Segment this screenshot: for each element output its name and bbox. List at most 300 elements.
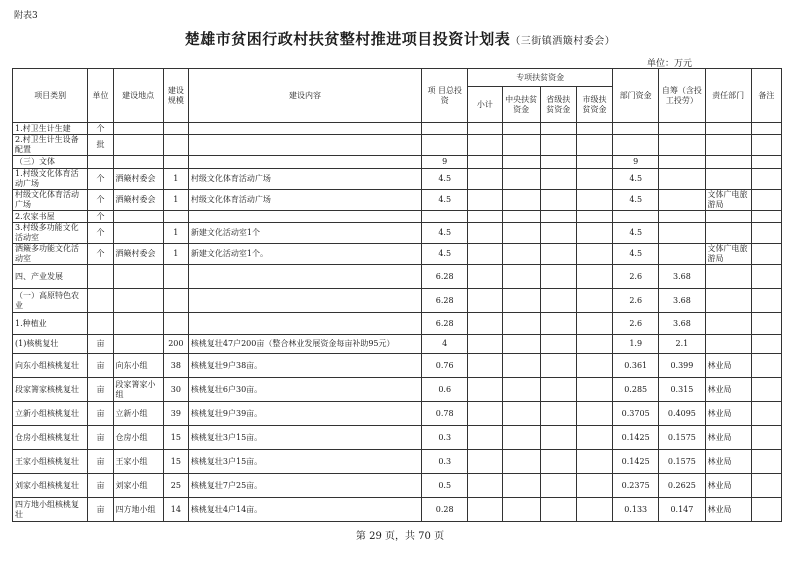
cell-category: 洒簸多功能文化活动室: [13, 244, 88, 265]
table-row: [13, 223, 782, 244]
cell-unit: [88, 156, 113, 169]
cell-subtotal: [468, 354, 502, 378]
table-row: [13, 402, 782, 426]
cell-self: 3.68: [659, 265, 705, 289]
cell-remark: [751, 244, 781, 265]
cell-remark: [751, 135, 781, 156]
cell-provincial: [540, 190, 576, 211]
cell-dept: 0.361: [613, 354, 659, 378]
cell-municipal: [576, 402, 612, 426]
cell-scale: [163, 135, 188, 156]
cell-municipal: [576, 244, 612, 265]
cell-self: [659, 123, 705, 135]
cell-municipal: [576, 450, 612, 474]
cell-central: [502, 450, 540, 474]
cell-central: [502, 289, 540, 313]
cell-category: （三）文体: [13, 156, 88, 169]
cell-responsible: 林业局: [705, 474, 751, 498]
cell-content: 核桃复壮9户38亩。: [188, 354, 421, 378]
cell-content: 村级文化体育活动广场: [188, 169, 421, 190]
cell-municipal: [576, 289, 612, 313]
cell-dept: 1.9: [613, 335, 659, 354]
cell-provincial: [540, 289, 576, 313]
cell-subtotal: [468, 265, 502, 289]
cell-unit: 亩: [88, 426, 113, 450]
cell-location: 洒簸村委会: [113, 244, 163, 265]
cell-scale: 1: [163, 244, 188, 265]
cell-self: [659, 190, 705, 211]
annex-label: 附表3: [14, 11, 38, 21]
cell-unit: 个: [88, 223, 113, 244]
cell-total: 9: [422, 156, 468, 169]
cell-total: 6.28: [422, 313, 468, 335]
cell-responsible: 文体广电旅游局: [705, 190, 751, 211]
cell-scale: 200: [163, 335, 188, 354]
cell-unit: 亩: [88, 450, 113, 474]
cell-category: 四方地小组核桃复壮: [13, 498, 88, 522]
header-provincial: 省级扶贫资金: [540, 87, 576, 123]
cell-total: 0.3: [422, 426, 468, 450]
header-central: 中央扶贫资金: [502, 87, 540, 123]
cell-municipal: [576, 335, 612, 354]
header-dept: 部门资金: [613, 69, 659, 123]
cell-municipal: [576, 378, 612, 402]
table-row: [13, 244, 782, 265]
page-title: [0, 28, 800, 49]
investment-plan-table: [12, 68, 782, 522]
cell-category: 3.村级多功能文化活动室: [13, 223, 88, 244]
cell-content: [188, 156, 421, 169]
table-body: [13, 123, 782, 522]
cell-total: 4.5: [422, 223, 468, 244]
table-row: [13, 289, 782, 313]
cell-content: [188, 123, 421, 135]
cell-location: [113, 289, 163, 313]
cell-self: 3.68: [659, 289, 705, 313]
cell-responsible: 林业局: [705, 354, 751, 378]
cell-scale: 39: [163, 402, 188, 426]
cell-total: 4.5: [422, 169, 468, 190]
cell-content: [188, 289, 421, 313]
cell-central: [502, 378, 540, 402]
cell-subtotal: [468, 190, 502, 211]
cell-dept: [613, 135, 659, 156]
cell-subtotal: [468, 244, 502, 265]
cell-location: [113, 223, 163, 244]
cell-dept: 0.1425: [613, 426, 659, 450]
table-row: [13, 354, 782, 378]
cell-self: 0.2625: [659, 474, 705, 498]
cell-provincial: [540, 474, 576, 498]
cell-central: [502, 223, 540, 244]
table-row: [13, 335, 782, 354]
cell-dept: 0.2375: [613, 474, 659, 498]
cell-location: [113, 123, 163, 135]
cell-category: (1)核桃复壮: [13, 335, 88, 354]
cell-location: 四方地小组: [113, 498, 163, 522]
cell-subtotal: [468, 313, 502, 335]
table-row: [13, 450, 782, 474]
cell-self: [659, 156, 705, 169]
cell-unit: 个: [88, 211, 113, 223]
cell-dept: [613, 123, 659, 135]
header-scale: 建设规模: [163, 69, 188, 123]
cell-provincial: [540, 402, 576, 426]
header-self: 自筹（含投工投劳）: [659, 69, 705, 123]
cell-content: 核桃复壮7户25亩。: [188, 474, 421, 498]
cell-self: [659, 169, 705, 190]
cell-total: 0.76: [422, 354, 468, 378]
cell-unit: [88, 313, 113, 335]
table-row: [13, 313, 782, 335]
cell-dept: 4.5: [613, 244, 659, 265]
cell-scale: 1: [163, 223, 188, 244]
header-location: 建设地点: [113, 69, 163, 123]
cell-total: 0.5: [422, 474, 468, 498]
cell-category: 向东小组核桃复壮: [13, 354, 88, 378]
cell-dept: 0.3705: [613, 402, 659, 426]
cell-subtotal: [468, 498, 502, 522]
cell-dept: 0.1425: [613, 450, 659, 474]
cell-provincial: [540, 169, 576, 190]
cell-remark: [751, 156, 781, 169]
cell-total: 0.78: [422, 402, 468, 426]
cell-provincial: [540, 135, 576, 156]
cell-scale: 1: [163, 169, 188, 190]
table-row: [13, 498, 782, 522]
cell-unit: [88, 289, 113, 313]
cell-self: [659, 135, 705, 156]
cell-content: 核桃复壮4户14亩。: [188, 498, 421, 522]
cell-content: 村级文化体育活动广场: [188, 190, 421, 211]
cell-municipal: [576, 354, 612, 378]
cell-total: 4.5: [422, 190, 468, 211]
cell-category: 仓房小组核桃复壮: [13, 426, 88, 450]
header-municipal: 市级扶贫资金: [576, 87, 612, 123]
cell-self: [659, 211, 705, 223]
cell-subtotal: [468, 223, 502, 244]
cell-unit: 亩: [88, 498, 113, 522]
table-row: [13, 265, 782, 289]
cell-subtotal: [468, 335, 502, 354]
cell-self: [659, 223, 705, 244]
header-remark: 备注: [751, 69, 781, 123]
header-special-fund: 专项扶贫资金: [468, 69, 613, 87]
cell-scale: 30: [163, 378, 188, 402]
cell-category: 2.农家书屋: [13, 211, 88, 223]
cell-dept: [613, 211, 659, 223]
header-responsible: 责任部门: [705, 69, 751, 123]
cell-location: 立新小组: [113, 402, 163, 426]
cell-municipal: [576, 265, 612, 289]
cell-municipal: [576, 190, 612, 211]
cell-content: [188, 313, 421, 335]
cell-provincial: [540, 354, 576, 378]
cell-subtotal: [468, 169, 502, 190]
cell-municipal: [576, 156, 612, 169]
cell-provincial: [540, 426, 576, 450]
cell-dept: 4.5: [613, 223, 659, 244]
cell-remark: [751, 211, 781, 223]
cell-central: [502, 474, 540, 498]
cell-category: 四、产业发展: [13, 265, 88, 289]
cell-total: 0.28: [422, 498, 468, 522]
cell-unit: 个: [88, 190, 113, 211]
cell-category: 村级文化体育活动广场: [13, 190, 88, 211]
cell-municipal: [576, 135, 612, 156]
cell-provincial: [540, 450, 576, 474]
cell-category: 刘家小组核桃复壮: [13, 474, 88, 498]
cell-total: 0.6: [422, 378, 468, 402]
cell-scale: [163, 265, 188, 289]
table-row: [13, 211, 782, 223]
cell-location: [113, 135, 163, 156]
header-subtotal: 小计: [468, 87, 502, 123]
cell-remark: [751, 450, 781, 474]
cell-subtotal: [468, 402, 502, 426]
cell-total: [422, 135, 468, 156]
title-subtitle: （三街镇洒簸村委会）: [510, 36, 616, 47]
cell-subtotal: [468, 378, 502, 402]
cell-content: [188, 135, 421, 156]
cell-location: [113, 156, 163, 169]
cell-unit: 个: [88, 169, 113, 190]
cell-self: 0.1575: [659, 426, 705, 450]
table-row: [13, 474, 782, 498]
cell-scale: 1: [163, 190, 188, 211]
cell-subtotal: [468, 426, 502, 450]
cell-category: 2.村卫生计生设备配置: [13, 135, 88, 156]
cell-dept: 4.5: [613, 169, 659, 190]
cell-remark: [751, 123, 781, 135]
cell-total: 6.28: [422, 265, 468, 289]
cell-total: 4: [422, 335, 468, 354]
cell-self: 0.315: [659, 378, 705, 402]
cell-central: [502, 156, 540, 169]
cell-subtotal: [468, 289, 502, 313]
cell-content: 核桃复壮6户30亩。: [188, 378, 421, 402]
cell-responsible: [705, 156, 751, 169]
cell-municipal: [576, 223, 612, 244]
cell-total: [422, 211, 468, 223]
cell-central: [502, 190, 540, 211]
cell-municipal: [576, 123, 612, 135]
cell-location: 刘家小组: [113, 474, 163, 498]
cell-provincial: [540, 244, 576, 265]
cell-remark: [751, 335, 781, 354]
cell-dept: 2.6: [613, 313, 659, 335]
cell-category: 1.村级文化体育活动广场: [13, 169, 88, 190]
cell-content: 核桃复壮47户200亩（整合林业发展资金每亩补助95元）: [188, 335, 421, 354]
header-content: 建设内容: [188, 69, 421, 123]
cell-central: [502, 244, 540, 265]
cell-subtotal: [468, 211, 502, 223]
table-row: [13, 123, 782, 135]
cell-unit: 亩: [88, 474, 113, 498]
cell-location: 洒簸村委会: [113, 190, 163, 211]
title-main: 楚雄市贫困行政村扶贫整村推进项目投资计划表: [184, 30, 511, 48]
cell-scale: 15: [163, 426, 188, 450]
cell-dept: 9: [613, 156, 659, 169]
cell-central: [502, 135, 540, 156]
cell-remark: [751, 498, 781, 522]
cell-municipal: [576, 426, 612, 450]
cell-unit: 批: [88, 135, 113, 156]
cell-scale: 14: [163, 498, 188, 522]
header-category: 项目类别: [13, 69, 88, 123]
cell-unit: 个: [88, 123, 113, 135]
cell-dept: 2.6: [613, 289, 659, 313]
cell-central: [502, 313, 540, 335]
cell-subtotal: [468, 450, 502, 474]
table-header: [13, 69, 782, 123]
cell-provincial: [540, 313, 576, 335]
cell-scale: [163, 211, 188, 223]
cell-municipal: [576, 498, 612, 522]
cell-self: [659, 244, 705, 265]
cell-self: 0.399: [659, 354, 705, 378]
cell-total: 4.5: [422, 244, 468, 265]
cell-unit: 亩: [88, 378, 113, 402]
cell-central: [502, 123, 540, 135]
cell-scale: [163, 313, 188, 335]
cell-municipal: [576, 474, 612, 498]
cell-provincial: [540, 378, 576, 402]
cell-scale: [163, 156, 188, 169]
cell-provincial: [540, 211, 576, 223]
cell-responsible: 林业局: [705, 378, 751, 402]
cell-central: [502, 354, 540, 378]
cell-responsible: 林业局: [705, 402, 751, 426]
cell-remark: [751, 289, 781, 313]
cell-content: 核桃复壮9户39亩。: [188, 402, 421, 426]
cell-provincial: [540, 498, 576, 522]
cell-category: 王家小组核桃复壮: [13, 450, 88, 474]
cell-location: 向东小组: [113, 354, 163, 378]
cell-remark: [751, 474, 781, 498]
cell-responsible: [705, 289, 751, 313]
cell-content: 新建文化活动室1个。: [188, 244, 421, 265]
cell-responsible: [705, 169, 751, 190]
cell-municipal: [576, 169, 612, 190]
cell-self: 0.1575: [659, 450, 705, 474]
cell-category: 1.种植业: [13, 313, 88, 335]
cell-scale: 25: [163, 474, 188, 498]
cell-unit: 亩: [88, 354, 113, 378]
cell-remark: [751, 426, 781, 450]
unit-label: 单位：万元: [646, 59, 692, 69]
cell-scale: [163, 123, 188, 135]
cell-category: （一）高原特色农业: [13, 289, 88, 313]
cell-content: [188, 265, 421, 289]
cell-central: [502, 169, 540, 190]
cell-location: [113, 211, 163, 223]
cell-responsible: [705, 335, 751, 354]
cell-remark: [751, 223, 781, 244]
table-row: [13, 190, 782, 211]
table-row: [13, 378, 782, 402]
cell-provincial: [540, 335, 576, 354]
cell-subtotal: [468, 135, 502, 156]
cell-central: [502, 265, 540, 289]
cell-dept: 0.133: [613, 498, 659, 522]
cell-remark: [751, 354, 781, 378]
cell-scale: 15: [163, 450, 188, 474]
table-row: [13, 156, 782, 169]
cell-central: [502, 402, 540, 426]
cell-self: 0.147: [659, 498, 705, 522]
page-footer: 第 29 页，共 70 页: [355, 531, 445, 542]
cell-unit: 亩: [88, 402, 113, 426]
cell-location: 仓房小组: [113, 426, 163, 450]
cell-remark: [751, 265, 781, 289]
cell-responsible: [705, 123, 751, 135]
cell-location: 王家小组: [113, 450, 163, 474]
cell-location: [113, 265, 163, 289]
header-total: 项 目总投资: [422, 69, 468, 123]
cell-responsible: [705, 135, 751, 156]
cell-remark: [751, 190, 781, 211]
cell-total: 0.3: [422, 450, 468, 474]
cell-provincial: [540, 223, 576, 244]
cell-remark: [751, 169, 781, 190]
cell-total: 6.28: [422, 289, 468, 313]
cell-category: 1.村卫生计生建: [13, 123, 88, 135]
cell-responsible: 文体广电旅游局: [705, 244, 751, 265]
cell-municipal: [576, 313, 612, 335]
cell-location: 洒簸村委会: [113, 169, 163, 190]
cell-location: [113, 313, 163, 335]
cell-subtotal: [468, 156, 502, 169]
cell-self: 2.1: [659, 335, 705, 354]
cell-self: 3.68: [659, 313, 705, 335]
cell-provincial: [540, 156, 576, 169]
cell-self: 0.4095: [659, 402, 705, 426]
table-row: [13, 135, 782, 156]
cell-location: 段家箐家小组: [113, 378, 163, 402]
cell-central: [502, 211, 540, 223]
cell-dept: 4.5: [613, 190, 659, 211]
cell-responsible: [705, 313, 751, 335]
cell-unit: 亩: [88, 335, 113, 354]
cell-dept: 2.6: [613, 265, 659, 289]
cell-central: [502, 426, 540, 450]
cell-content: 核桃复壮3户15亩。: [188, 450, 421, 474]
cell-responsible: 林业局: [705, 450, 751, 474]
cell-category: 立新小组核桃复壮: [13, 402, 88, 426]
cell-responsible: 林业局: [705, 426, 751, 450]
table-row: [13, 426, 782, 450]
cell-municipal: [576, 211, 612, 223]
cell-remark: [751, 378, 781, 402]
cell-dept: 0.285: [613, 378, 659, 402]
cell-responsible: [705, 211, 751, 223]
cell-remark: [751, 402, 781, 426]
cell-content: 核桃复壮3户15亩。: [188, 426, 421, 450]
cell-content: 新建文化活动室1个: [188, 223, 421, 244]
cell-category: 段家箐家核桃复壮: [13, 378, 88, 402]
cell-responsible: 林业局: [705, 498, 751, 522]
cell-central: [502, 335, 540, 354]
cell-location: [113, 335, 163, 354]
cell-subtotal: [468, 123, 502, 135]
cell-scale: 38: [163, 354, 188, 378]
cell-scale: [163, 289, 188, 313]
cell-content: [188, 211, 421, 223]
cell-unit: 个: [88, 244, 113, 265]
table-row: [13, 169, 782, 190]
header-unit: 单位: [88, 69, 113, 123]
